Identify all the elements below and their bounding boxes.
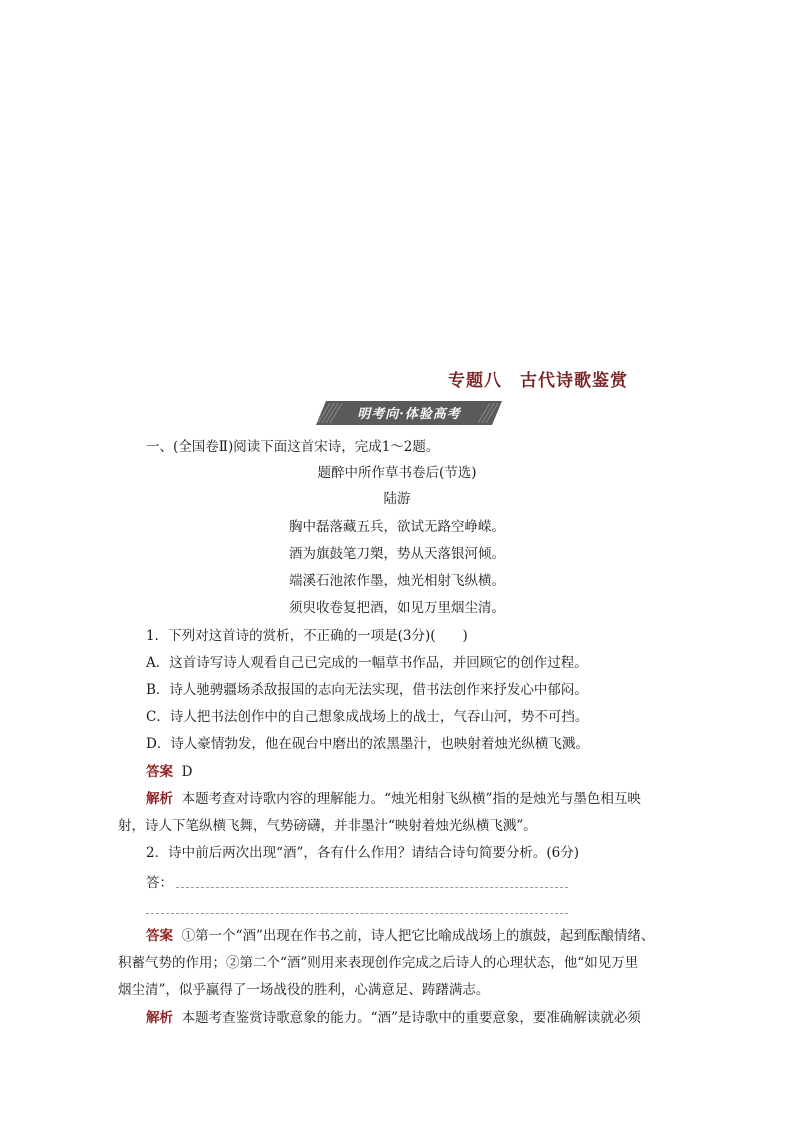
analysis-label: 解析	[146, 791, 173, 807]
q2-answer	[146, 926, 654, 946]
q1-analysis	[146, 789, 641, 809]
q2-answer-cont: 烟尘清”，似乎赢得了一场战役的胜利，心满意足、踌躇满志。	[118, 982, 490, 998]
question-intro: 一、(全国卷Ⅱ)阅读下面这首宋诗，完成1～2题。	[146, 439, 440, 455]
answer-label: 答案	[146, 764, 173, 780]
answer-blank-line	[146, 913, 568, 914]
poem-author: 陆游	[383, 491, 411, 507]
q2-stem: 2．诗中前后两次出现“酒”，各有什么作用？请结合诗句简要分析。(6分)	[146, 845, 580, 861]
page-title: 专题八 古代诗歌鉴赏	[448, 371, 628, 391]
analysis-text: 本题考查对诗歌内容的理解能力。“烛光相射飞纵横”指的是烛光与墨色相互映	[181, 791, 641, 807]
answer-blank-line	[176, 887, 568, 888]
q2-analysis	[146, 1008, 641, 1028]
q1-option-c: C．诗人把书法创作中的自己想象成战场上的战士，气吞山河，势不可挡。	[146, 709, 589, 725]
q1-option-b: B．诗人驰骋疆场杀敌报国的志向无法实现，借书法创作来抒发心中郁闷。	[146, 682, 588, 698]
poem-title: 题醉中所作草书卷后(节选)	[317, 465, 477, 481]
section-banner	[316, 401, 502, 425]
answer-label: 答案	[146, 928, 173, 944]
q2-answer-prompt: 答：	[146, 875, 173, 891]
q2-answer-cont: 积蓄气势的作用；②第二个“酒”则用来表现创作完成之后诗人的心理状态，他“如见万里	[118, 955, 639, 971]
poem-line: 胸中磊落藏五兵，欲试无路空峥嵘。	[289, 519, 505, 535]
q1-analysis-cont: 射，诗人下笔纵横飞舞，气势磅礴，并非墨汁“映射着烛光纵横飞溅”。	[118, 818, 537, 834]
q1-option-a: A．这首诗写诗人观看自己已完成的一幅草书作品，并回顾它的创作过程。	[146, 655, 588, 671]
analysis-text: 本题考查鉴赏诗歌意象的能力。“酒”是诗歌中的重要意象，要准确解读就必须	[181, 1010, 641, 1026]
poem-line: 端溪石池浓作墨，烛光相射飞纵横。	[289, 573, 505, 589]
banner-label: 明考向·体验高考	[357, 407, 461, 422]
answer-text: ①第一个“酒”出现在作书之前，诗人把它比喻成战场上的旗鼓，起到酝酿情绪、	[181, 928, 655, 944]
q1-answer	[146, 762, 192, 782]
answer-value: D	[181, 764, 193, 780]
q1-stem: 1．下列对这首诗的赏析，不正确的一项是(3分)( )	[146, 628, 468, 644]
poem-line: 酒为旗鼓笔刀槊，势从天落银河倾。	[289, 546, 505, 562]
q1-option-d: D．诗人豪情勃发，他在砚台中磨出的浓黑墨汁，也映射着烛光纵横飞溅。	[146, 736, 589, 752]
analysis-label: 解析	[146, 1010, 173, 1026]
poem-line: 须臾收卷复把酒，如见万里烟尘清。	[289, 600, 505, 616]
